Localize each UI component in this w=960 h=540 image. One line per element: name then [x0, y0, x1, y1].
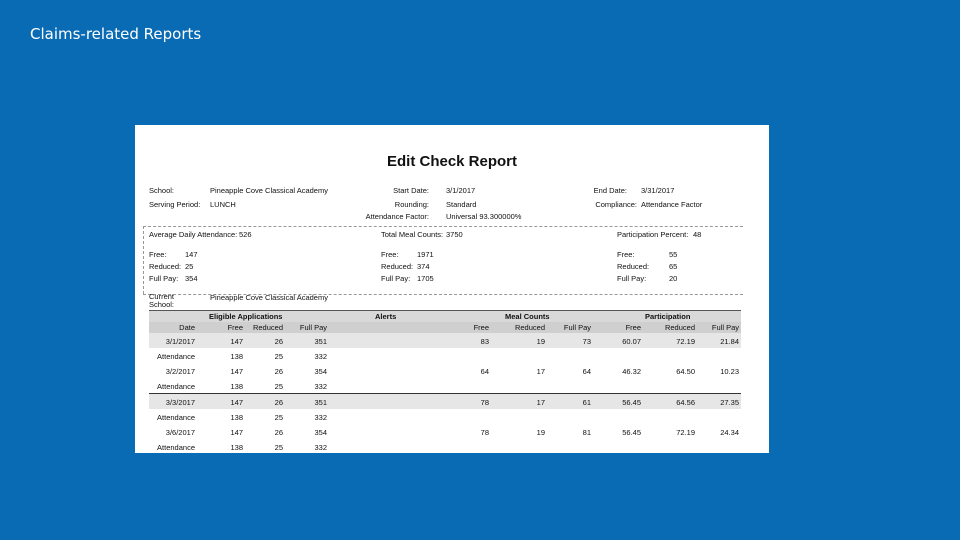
col-meal-free: Free	[473, 323, 489, 332]
cell-date: 3/1/2017	[165, 337, 195, 346]
summary-reduced-label: Reduced:	[149, 262, 182, 271]
participation-percent-label: Participation Percent:	[617, 230, 689, 239]
table-column-header	[149, 322, 741, 333]
meal-reduced-value: 374	[417, 262, 430, 271]
cell-part-reduced: 64.50	[676, 367, 695, 376]
table-row	[149, 424, 741, 439]
pct-free-value: 55	[669, 250, 678, 259]
col-free: Free	[227, 323, 243, 332]
cell-date: 3/3/2017	[165, 398, 195, 407]
summary-fullpay-value: 354	[185, 274, 198, 283]
meal-reduced-label: Reduced:	[381, 262, 414, 271]
cell-meal-reduced: 19	[536, 428, 545, 437]
cell-meal-reduced: 19	[536, 337, 545, 346]
school-label: School:	[149, 186, 175, 195]
compliance-value: Attendance Factor	[641, 200, 703, 209]
cell-reduced: 25	[274, 352, 283, 361]
cell-free: 147	[230, 398, 243, 407]
cell-meal-full-pay: 81	[582, 428, 591, 437]
cell-full-pay: 332	[314, 382, 327, 391]
cell-part-full-pay: 24.34	[720, 428, 739, 437]
slide-title: Claims-related Reports	[30, 25, 202, 43]
rounding-label: Rounding:	[394, 200, 429, 209]
cell-date: Attendance	[157, 443, 195, 452]
pct-reduced-label: Reduced:	[617, 262, 650, 271]
cell-full-pay: 332	[314, 352, 327, 361]
cell-meal-full-pay: 61	[582, 398, 591, 407]
meal-fullpay-value: 1705	[417, 274, 434, 283]
cell-meal-free: 83	[480, 337, 489, 346]
cell-part-free: 60.07	[622, 337, 641, 346]
cell-free: 147	[230, 367, 243, 376]
end-date-value: 3/31/2017	[641, 186, 675, 195]
cell-meal-full-pay: 73	[582, 337, 591, 346]
current-school-value: Pineapple Cove Classical Academy	[210, 293, 328, 302]
cell-date: 3/6/2017	[165, 428, 195, 437]
cell-part-full-pay: 27.35	[720, 398, 739, 407]
summary-divider-left	[143, 226, 144, 294]
ada-label: Average Daily Attendance:	[149, 230, 238, 239]
participation-percent-value: 48	[693, 230, 702, 239]
serving-period-value: LUNCH	[210, 200, 236, 209]
cell-part-full-pay: 10.23	[720, 367, 739, 376]
group-meal-counts: Meal Counts	[505, 312, 550, 321]
summary-free-label: Free:	[149, 250, 167, 259]
start-date-label: Start Date:	[393, 186, 429, 195]
cell-meal-free: 78	[480, 398, 489, 407]
table-row	[149, 439, 741, 453]
total-meal-counts-label: Total Meal Counts:	[381, 230, 444, 239]
cell-date: Attendance	[157, 352, 195, 361]
total-meal-counts-value: 3750	[446, 230, 463, 239]
report-title: Edit Check Report	[386, 153, 518, 170]
cell-full-pay: 354	[314, 367, 327, 376]
group-participation: Participation	[645, 312, 691, 321]
col-date: Date	[179, 323, 195, 332]
current-school-label: Current School:	[149, 292, 175, 309]
group-alerts: Alerts	[375, 312, 397, 321]
pct-fullpay-value: 20	[669, 274, 678, 283]
cell-free: 138	[230, 413, 243, 422]
edit-check-table	[149, 310, 741, 453]
table-row	[149, 393, 741, 409]
summary-divider-top	[143, 226, 743, 227]
attendance-factor-label: Attendance Factor:	[365, 212, 429, 221]
cell-full-pay: 351	[314, 337, 327, 346]
cell-part-reduced: 72.19	[676, 337, 695, 346]
summary-reduced-value: 25	[185, 262, 194, 271]
cell-free: 138	[230, 443, 243, 452]
cell-full-pay: 332	[314, 413, 327, 422]
summary-free-value: 147	[185, 250, 198, 259]
cell-free: 147	[230, 428, 243, 437]
group-eligible-applications: Eligible Applications	[209, 312, 283, 321]
col-part-full-pay: Full Pay	[711, 323, 739, 332]
cell-part-free: 56.45	[622, 398, 641, 407]
cell-free: 138	[230, 382, 243, 391]
cell-free: 138	[230, 352, 243, 361]
end-date-label: End Date:	[593, 186, 627, 195]
cell-full-pay: 332	[314, 443, 327, 452]
col-full-pay: Full Pay	[299, 323, 327, 332]
table-row	[149, 378, 741, 393]
serving-period-label: Serving Period:	[149, 200, 201, 209]
cell-full-pay: 354	[314, 428, 327, 437]
pct-reduced-value: 65	[669, 262, 678, 271]
summary-fullpay-label: Full Pay:	[149, 274, 179, 283]
cell-reduced: 25	[274, 382, 283, 391]
cell-part-free: 56.45	[622, 428, 641, 437]
meal-free-label: Free:	[381, 250, 399, 259]
cell-reduced: 26	[274, 367, 283, 376]
compliance-label: Compliance:	[595, 200, 637, 209]
cell-full-pay: 351	[314, 398, 327, 407]
cell-part-full-pay: 21.84	[720, 337, 739, 346]
edit-check-report-image	[135, 125, 769, 453]
cell-reduced: 26	[274, 428, 283, 437]
cell-reduced: 26	[274, 337, 283, 346]
cell-free: 147	[230, 337, 243, 346]
col-part-free: Free	[625, 323, 641, 332]
ada-value: 526	[239, 230, 252, 239]
col-meal-full-pay: Full Pay	[563, 323, 591, 332]
pct-fullpay-label: Full Pay:	[617, 274, 647, 283]
cell-meal-reduced: 17	[536, 398, 545, 407]
cell-date: 3/2/2017	[165, 367, 195, 376]
cell-reduced: 26	[274, 398, 283, 407]
cell-meal-free: 78	[480, 428, 489, 437]
table-row	[149, 363, 741, 378]
col-meal-reduced: Reduced	[514, 323, 545, 332]
table-row	[149, 409, 741, 424]
attendance-factor-value: Universal 93.300000%	[446, 212, 522, 221]
table-row	[149, 333, 741, 348]
cell-meal-reduced: 17	[536, 367, 545, 376]
cell-reduced: 25	[274, 443, 283, 452]
cell-date: Attendance	[157, 382, 195, 391]
col-reduced: Reduced	[252, 323, 283, 332]
cell-part-reduced: 72.19	[676, 428, 695, 437]
school-value: Pineapple Cove Classical Academy	[210, 186, 328, 195]
table-row	[149, 348, 741, 363]
cell-part-free: 46.32	[622, 367, 641, 376]
cell-meal-free: 64	[480, 367, 489, 376]
cell-reduced: 25	[274, 413, 283, 422]
start-date-value: 3/1/2017	[446, 186, 476, 195]
pct-free-label: Free:	[617, 250, 635, 259]
cell-part-reduced: 64.56	[676, 398, 695, 407]
meal-fullpay-label: Full Pay:	[381, 274, 411, 283]
cell-date: Attendance	[157, 413, 195, 422]
cell-meal-full-pay: 64	[582, 367, 591, 376]
meal-free-value: 1971	[417, 250, 434, 259]
table-group-header	[149, 310, 741, 322]
rounding-value: Standard	[446, 200, 477, 209]
col-part-reduced: Reduced	[664, 323, 695, 332]
